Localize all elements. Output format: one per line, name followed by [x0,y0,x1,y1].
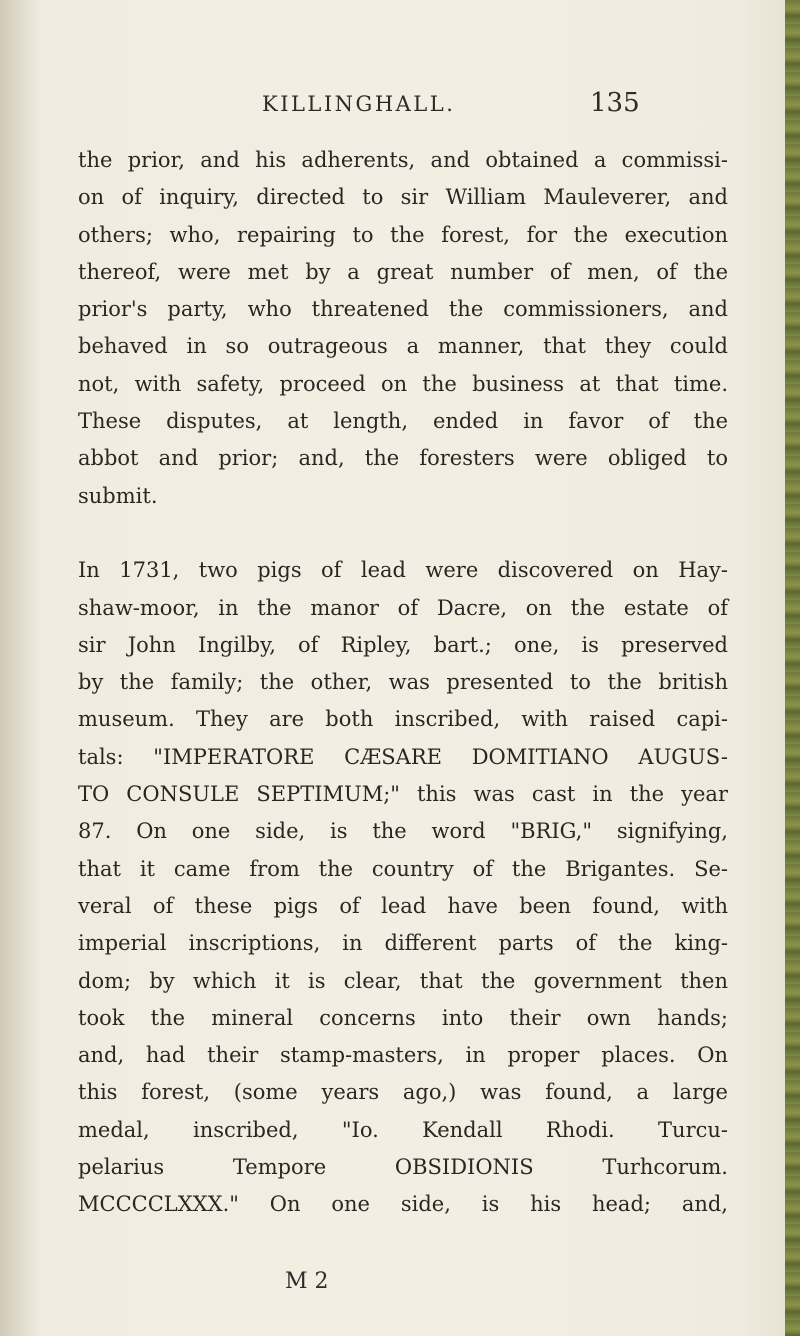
text-line: took the mineral concerns into their own hands; [78,1005,728,1030]
paragraph-gap [78,515,728,552]
text-line: tals: "IMPERATORE CÆSARE DOMITIANO AUGUS- [78,744,728,769]
text-line: not, with safety, proceed on the business at that time. [78,371,728,396]
text-line: that it came from the country of the Brigantes. Se- [78,856,728,881]
text-line: In 1731, two pigs of lead were discovered on Hay- [78,558,728,583]
text-line: pelarius Tempore OBSIDIONIS Turhcorum. [78,1155,728,1180]
text-line: behaved in so outrageous a manner, that they could [78,334,728,359]
text-line: and, had their stamp-masters, in proper places. On [78,1043,728,1068]
page-number: 135 [590,88,640,118]
text-line: shaw-moor, in the manor of Dacre, on the estate of [78,595,728,620]
binding-edge [785,0,800,1336]
text-line: imperial inscriptions, in different parts of the king- [78,931,728,956]
text-line: on of inquiry, directed to sir William Mauleverer, and [78,185,728,210]
text-line: These disputes, at length, ended in favor of the [78,409,728,434]
text-line: abbot and prior; and, the foresters were obliged to [78,446,728,471]
text-line: veral of these pigs of lead have been found, with [78,893,728,918]
text-line: submit. [78,483,158,508]
text-line: museum. They are both inscribed, with raised capi- [78,707,728,732]
paragraph-1 [78,142,728,515]
text-line: medal, inscribed, "Io. Kendall Rhodi. Turcu- [78,1117,728,1142]
page-header [0,88,785,128]
signature-mark: M 2 [285,1269,329,1294]
text-line: the prior, and his adherents, and obtained a commissi- [78,148,728,172]
text-line: sir John Ingilby, of Ripley, bart.; one, is preserved [78,632,728,657]
text-line: by the family; the other, was presented to the british [78,670,728,695]
body-text [78,142,728,1224]
running-head: KILLINGHALL. [262,92,456,116]
text-line: thereof, were met by a great number of men, of the [78,259,728,284]
text-line: dom; by which it is clear, that the government then [78,968,728,993]
paragraph-2 [78,552,728,1223]
text-line: TO CONSULE SEPTIMUM;" this was cast in the year [78,782,728,807]
text-line: this forest, (some years ago,) was found, a large [78,1080,728,1105]
text-line: prior's party, who threatened the commissioners, and [78,297,728,322]
text-line: others; who, repairing to the forest, for the execution [78,222,728,247]
text-line: 87. On one side, is the word "BRIG," signifying, [78,819,728,844]
text-line: MCCCCLXXX." On one side, is his head; and, [78,1192,728,1217]
gutter-shadow [0,0,38,1336]
